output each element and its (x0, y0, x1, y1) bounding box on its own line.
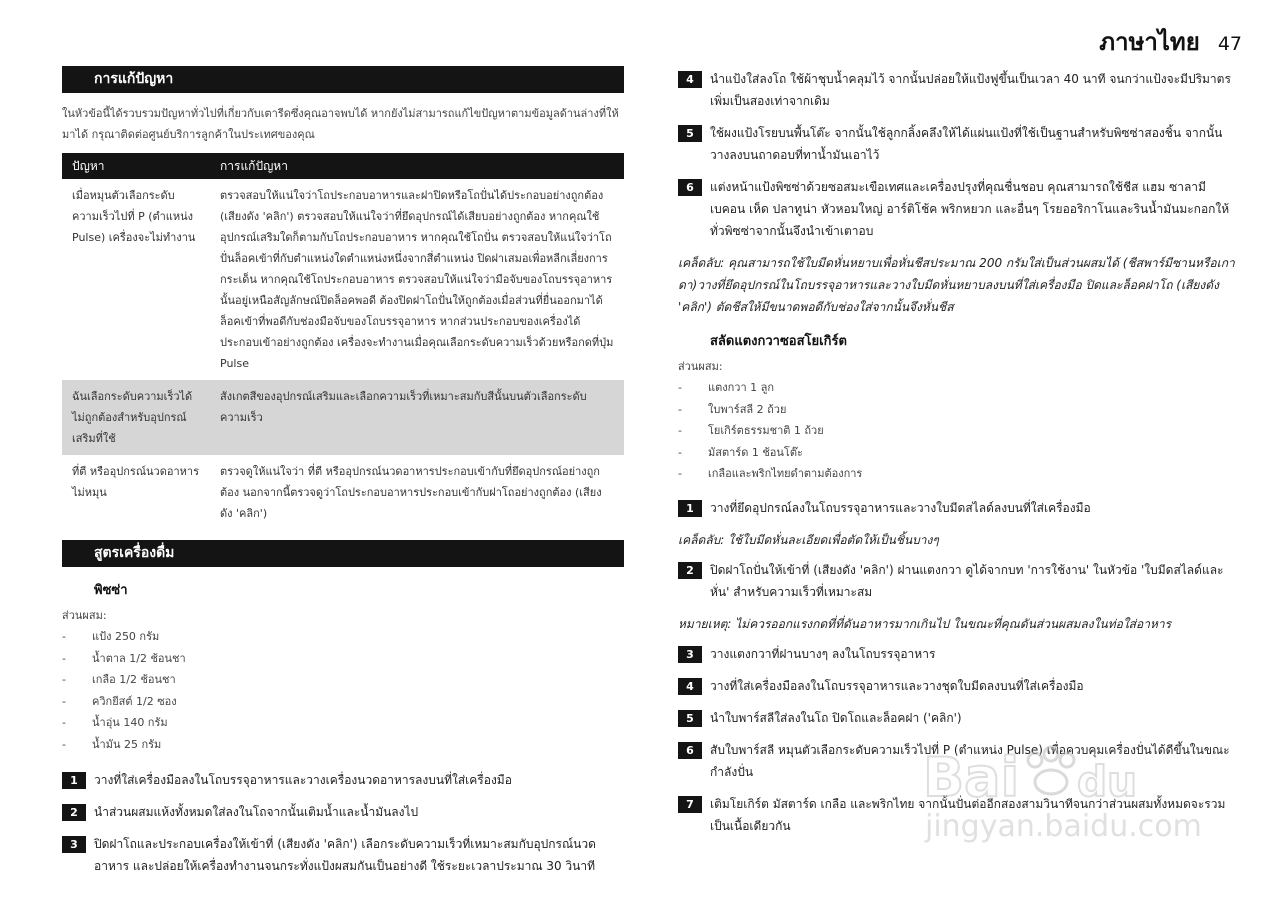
right-column (678, 68, 1240, 847)
ingredient-text: น้ำตาล 1/2 ช้อนชา (92, 651, 186, 665)
solution-cell: ตรวจดูให้แน่ใจว่า ที่ตี หรืออุปกรณ์นวดอาหารประกอบเข้ากับที่ยึดอุปกรณ์อย่างถูกต้อง นอกจากนี้ตรวจดูว่าโถประกอบอาหารประกอบเข้ากับฝาโถอย่างถูกต้อง (เสียงดัง 'คลิก') (220, 465, 602, 520)
salad-note: หมายเหตุ: ไม่ควรออกแรงกดที่ที่ดันอาหารมากเกินไป ในขณะที่คุณดันส่วนผสมลงในท่อใส่อาหาร (678, 616, 1172, 631)
step-number-badge: 2 (62, 804, 86, 821)
step-number-badge: 6 (678, 179, 702, 196)
salad-step (678, 559, 1240, 603)
step-number-badge: 5 (678, 710, 702, 727)
salad-step (678, 707, 1240, 729)
page-header (1099, 22, 1242, 61)
pizza-ingredients-list (62, 626, 624, 755)
solution-cell: สังเกตสีของอุปกรณ์เสริมและเลือกความเร็วที่เหมาะสมกับสีนั้นบนตัวเลือกระดับความเร็ว (210, 380, 624, 455)
ingredient-text: น้ำอุ่น 140 กรัม (92, 716, 168, 729)
step-number-badge: 4 (678, 678, 702, 695)
salad-step (678, 793, 1240, 837)
page-number: 47 (1217, 33, 1242, 55)
list-item: - แตงกวา 1 ลูก (678, 377, 1240, 399)
pizza-step (62, 833, 624, 877)
list-item: - เกลือ 1/2 ช้อนชา (62, 669, 624, 691)
pizza-title: พิซซ่า (94, 583, 128, 598)
list-item: - น้ำตาล 1/2 ช้อนชา (62, 648, 624, 670)
column-header-problem: ปัญหา (62, 153, 210, 179)
step-text: แต่งหน้าแป้งพิซซ่าด้วยซอสมะเขือเทศและเครื่องปรุงที่คุณชื่นชอบ คุณสามารถใช้ชีส แฮม ซาลามี เบคอน เห็ด ปลาทูน่า หัวหอมใหญ่ อาร์ติโช้ค พริกหยวก และอื่นๆ โรยออริกาโนและรินน้ำมันมะกอกให้ทั่วพิซซ่าจากนั้นจึงนำเข้าเตาอบ (710, 180, 1230, 238)
step-text: วางที่ใส่เครื่องมือลงในโถบรรจุอาหารและวางชุดใบมีดลงบนที่ใส่เครื่องมือ (710, 678, 1084, 693)
pizza-ingredients-label: ส่วนผสม: (62, 609, 107, 622)
recipes-heading: สูตรเครื่องดื่ม (62, 540, 624, 567)
step-text: นำแป้งใส่ลงโถ ใช้ผ้าชุบน้ำคลุมไว้ จากนั้นปล่อยให้แป้งฟูขึ้นเป็นเวลา 40 นาที จนกว่าแป้งจะมีปริมาตรเพิ่มเป็นสองเท่าจากเดิม (710, 72, 1231, 108)
step-text: ปิดฝาโถปั่นให้เข้าที่ (เสียงดัง 'คลิก') ฝานแตงกวา ดูได้จากบท 'การใช้งาน' ในหัวข้อ 'ใบมีดสไลด์และหั่น' สำหรับความเร็วที่เหมาะสม (710, 562, 1224, 599)
watermark-url: jingyan.baidu.com (925, 809, 1202, 844)
problem-cell: ที่ตี หรืออุปกรณ์นวดอาหารไม่หมุน (72, 465, 199, 499)
pizza-step (678, 176, 1240, 242)
step-text: วางที่ใส่เครื่องมือลงในโถบรรจุอาหารและวางเครื่องนวดอาหารลงบนที่ใส่เครื่องมือ (94, 773, 512, 787)
step-number-badge: 2 (678, 562, 702, 579)
pizza-step (678, 122, 1240, 166)
solution-cell: ตรวจสอบให้แน่ใจว่าโถประกอบอาหารและฝาปิดหรือโถปั่นได้ประกอบอย่างถูกต้อง (เสียงดัง 'คลิก') ตรวจสอบให้แน่ใจว่าที่ยึดอุปกรณ์ได้เสียบอย่างถูกต้อง หากคุณใช้อุปกรณ์เสริมใดก็ตามกับโถประกอบอาหาร หากคุณใช้โถปั่น ตรวจสอบให้แน่ใจว่าโถปั่นล็อคเข้าที่กับตำแหน่งใดตำแหน่งหนึ่งจากสี่ตำแหน่ง ปิดฝาเสมอเพื่อหลีกเลี่ยงการกระเด็น หากคุณใช้โถประกอบอาหาร ตรวจสอบให้แน่ใจว่ามือจับของโถบรรจุอาหารนั้นอยู่เหนือสัญลักษณ์ปิดล็อคพอดี ต้องปิดฝาโถปั่นให้ถูกต้องเมื่อส่วนที่ยื่นออกมาได้ล็อคเข้าที่พอดีกับช่องมือจับของโถบรรจุอาหาร หากส่วนประกอบของเครื่องได้ประกอบเข้าอย่างถูกต้อง เครื่องจะทำงานเมื่อคุณเลือกระดับความเร็วด้วยหรือกดที่ปุ่ม Pulse (220, 189, 614, 370)
troubleshooting-heading: การแก้ปัญหา (62, 66, 624, 93)
list-item: - ใบพาร์สลี 2 ถ้วย (678, 399, 1240, 421)
pizza-tip: เคล็ดลับ: คุณสามารถใช้ใบมีดหั่นหยาบเพื่อหั่นชีสประมาณ 200 กรัมใส่เป็นส่วนผสมได้ (ชีสพาร์มีซานหรือเกาดา)วางที่ยึดอุปกรณ์ในโถบรรจุอาหารและวางใบมีดหั่นหยาบลงบนที่ใส่เครื่องมือ ปิดและล็อคฝาโถ (เสียงดัง 'คลิก') ตัดชีสให้มีขนาดพอดีกับช่องใส่จากนั้นจึงหั่นชีส (678, 256, 1235, 314)
svg-text:Bai: Bai (923, 746, 1020, 809)
language-label: ภาษาไทย (1099, 28, 1200, 56)
step-number-badge: 5 (678, 125, 702, 142)
salad-title: สลัดแตงกวาซอสโยเกิร์ต (710, 334, 847, 349)
step-text: ใช้ผงแป้งโรยบนพื้นโต๊ะ จากนั้นใช้ลูกกลิ้งคลึงให้ได้แผ่นแป้งที่ใช้เป็นฐานสำหรับพิซซ่าสองชิ้น จากนั้นวางลงบนถาดอบที่ทาน้ำมันเอาไว้ (710, 126, 1223, 162)
step-number-badge: 7 (678, 796, 702, 813)
step-number-badge: 6 (678, 742, 702, 759)
step-text: วางที่ยึดอุปกรณ์ลงในโถบรรจุอาหารและวางใบมีดสไลด์ลงบนที่ใส่เครื่องมือ (710, 500, 1091, 515)
step-number-badge: 3 (678, 646, 702, 663)
ingredient-text: ควิกยีสต์ 1/2 ซอง (92, 694, 177, 708)
salad-ingredients-list (678, 377, 1240, 485)
svg-text:du: du (1077, 757, 1137, 806)
table-row (62, 380, 624, 455)
step-text: วางแตงกวาที่ฝานบางๆ ลงในโถบรรจุอาหาร (710, 646, 936, 661)
salad-step (678, 675, 1240, 697)
pizza-step (62, 769, 624, 791)
table-header-row (62, 153, 624, 179)
table-row (62, 455, 624, 530)
ingredient-text: แตงกวา 1 ลูก (708, 381, 775, 394)
problem-cell: ฉันเลือกระดับความเร็วได้ไม่ถูกต้องสำหรับอุปกรณ์เสริมที่ใช้ (62, 380, 210, 455)
ingredient-text: แป้ง 250 กรัม (92, 630, 160, 643)
step-text: ปิดฝาโถและประกอบเครื่องให้เข้าที่ (เสียงดัง 'คลิก') เลือกระดับความเร็วที่เหมาะสมกับอุปกรณ์นวดอาหาร และปล่อยให้เครื่องทำงานจนกระทั่งแป้งผสมกันเป็นอย่างดี ใช้ระยะเวลาประมาณ 30 วินาที (94, 837, 596, 873)
problem-cell: เมื่อหมุนตัวเลือกระดับความเร็วไปที่ P (ตำแหน่ง Pulse) เครื่องจะไม่ทำงาน (72, 189, 196, 244)
ingredient-text: ใบพาร์สลี 2 ถ้วย (708, 402, 787, 416)
step-text: นำใบพาร์สลีใส่ลงในโถ ปิดโถและล็อคฝา ('คลิก') (710, 710, 962, 725)
pizza-step (62, 801, 624, 823)
salad-tip: เคล็ดลับ: ใช้ใบมีดหั่นละเอียดเพื่อตัดให้เป็นชิ้นบางๆ (678, 532, 939, 547)
left-column (62, 66, 624, 887)
salad-ingredients-label: ส่วนผสม: (678, 360, 723, 373)
ingredient-text: เกลือและพริกไทยดำตามต้องการ (708, 467, 863, 480)
troubleshooting-intro: ในหัวข้อนี้ได้รวบรวมปัญหาทั่วไปที่เกี่ยวกับเตารีดซึ่งคุณอาจพบได้ หากยังไม่สามารถแก้ไขปัญหาตามข้อมูลด้านล่างที่ให้มาได้ กรุณาติดต่อศูนย์บริการลูกค้าในประเทศของคุณ (62, 107, 619, 141)
pizza-steps-left (62, 769, 624, 877)
ingredient-text: โยเกิร์ตธรรมชาติ 1 ถ้วย (708, 424, 824, 437)
step-text: นำส่วนผสมแห้งทั้งหมดใส่ลงในโถจากนั้นเติมน้ำและน้ำมันลงไป (94, 805, 419, 819)
step-text: เติมโยเกิร์ต มัสตาร์ด เกลือ และพริกไทย จากนั้นปั่นต่ออีกสองสามวินาทีจนกว่าส่วนผสมทั้งหมดจะรวมเป็นเนื้อเดียวกัน (710, 796, 1226, 833)
list-item: - แป้ง 250 กรัม (62, 626, 624, 648)
list-item: - โยเกิร์ตธรรมชาติ 1 ถ้วย (678, 420, 1240, 442)
pizza-step (678, 68, 1240, 112)
step-text: สับใบพาร์สลี หมุนตัวเลือกระดับความเร็วไปที่ P (ตำแหน่ง Pulse) เพื่อควบคุมเครื่องปั่นได้ดีขึ้นในขณะกำลังปั่น (710, 742, 1230, 779)
list-item: - มัสตาร์ด 1 ช้อนโต๊ะ (678, 442, 1240, 464)
list-item: - เกลือและพริกไทยดำตามต้องการ (678, 463, 1240, 485)
list-item: - ควิกยีสต์ 1/2 ซอง (62, 691, 624, 713)
step-number-badge: 1 (62, 772, 86, 789)
salad-step (678, 643, 1240, 665)
table-row (62, 179, 624, 380)
step-number-badge: 3 (62, 836, 86, 853)
ingredient-text: เกลือ 1/2 ช้อนชา (92, 673, 176, 686)
ingredient-text: น้ำมัน 25 กรัม (92, 737, 162, 751)
salad-step (678, 497, 1240, 519)
list-item: - น้ำมัน 25 กรัม (62, 734, 624, 756)
list-item: - น้ำอุ่น 140 กรัม (62, 712, 624, 734)
salad-step (678, 739, 1240, 783)
step-number-badge: 1 (678, 500, 702, 517)
ingredient-text: มัสตาร์ด 1 ช้อนโต๊ะ (708, 445, 803, 459)
column-header-solution: การแก้ปัญหา (210, 153, 624, 179)
troubleshooting-table (62, 153, 624, 530)
step-number-badge: 4 (678, 71, 702, 88)
